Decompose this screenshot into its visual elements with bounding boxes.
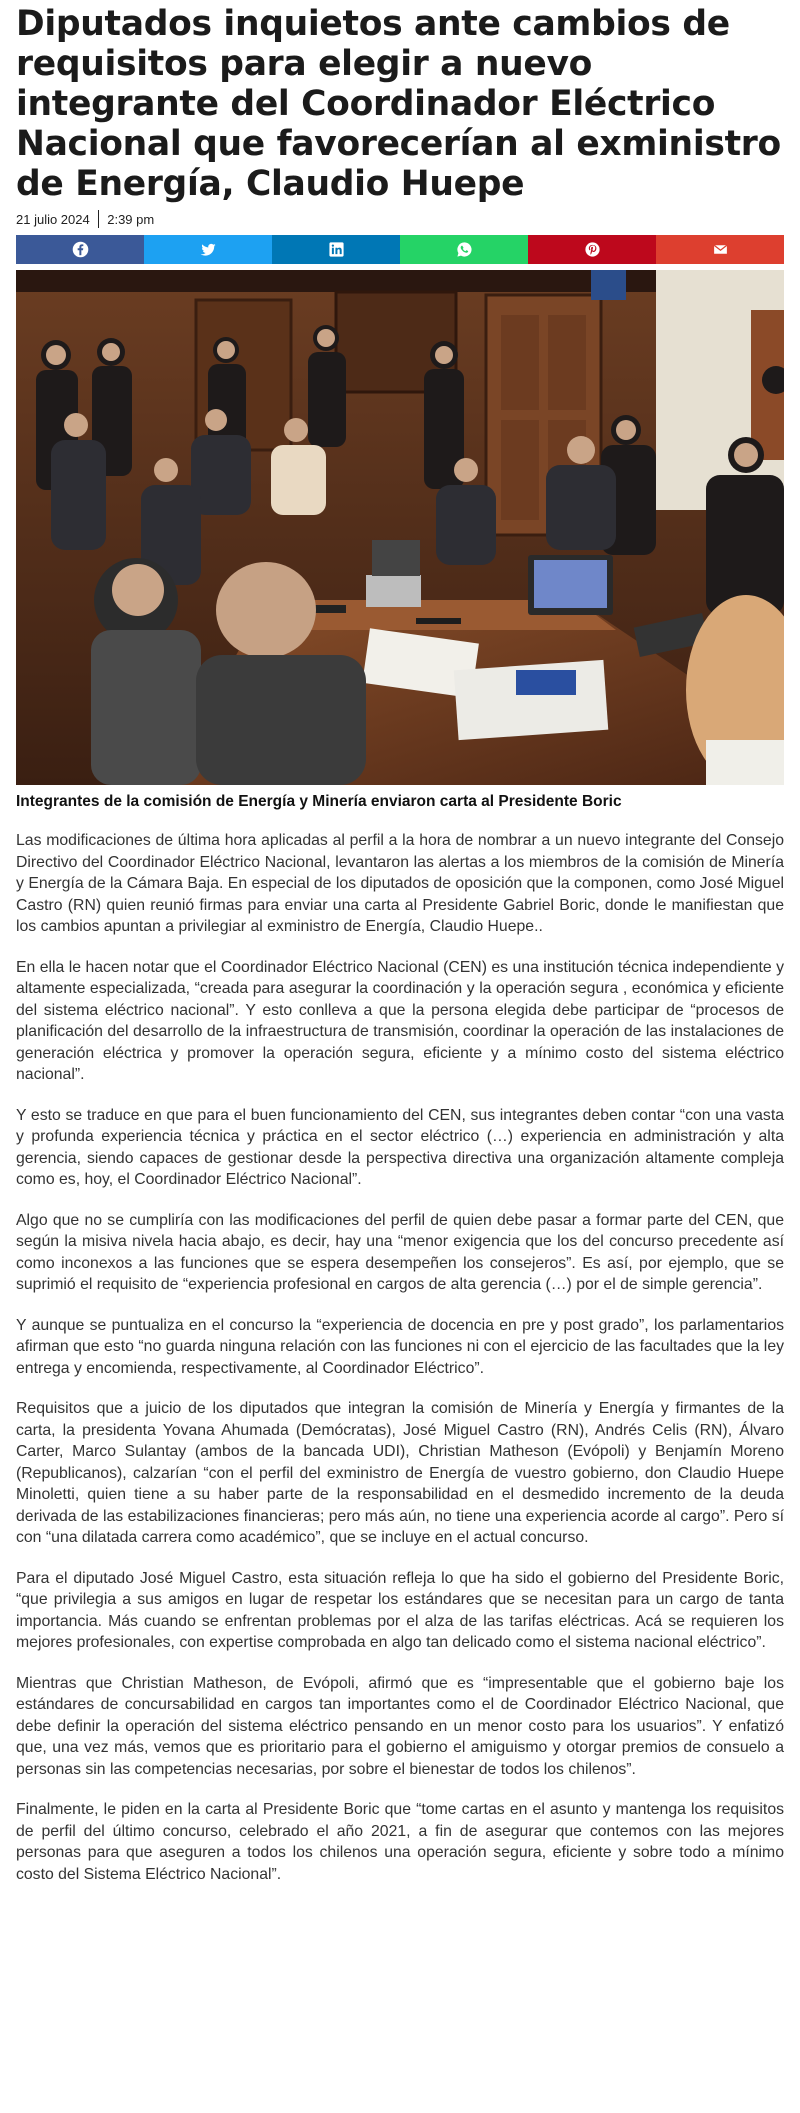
- pinterest-icon: [584, 241, 601, 258]
- paragraph: En ella le hacen notar que el Coordinador Eléctrico Nacional (CEN) es una institución técnica independiente y altamente especializada, “creada para asegurar la coordinación y la operación segura , económica y eficiente del sistema eléctrico nacional”. Y esto conlleva a que la persona elegida debe participar de “procesos de planificación del desarrollo de la infraestructura de transmisión, coordinar la operación de las instalaciones de generación eléctrica y promover la operación segura, eficiente y a mínimo costo del sistema eléctrico nacional”.: [16, 958, 784, 1083]
- paragraph: Y esto se traduce en que para el buen funcionamiento del CEN, sus integrantes deben contar “con una vasta y profunda experiencia técnica y práctica en el sector eléctrico (…) experiencia en administración y alta gerencia, siendo capaces de gestionar desde la perspectiva directiva una organización altamente compleja como es, hoy, el Coordinador Eléctrico Nacional”.: [16, 1106, 784, 1188]
- paragraph: Mientras que Christian Matheson, de Evópoli, afirmó que es “impresentable que el gobierno baje los estándares de concursabilidad en cargos tan importantes como el de Coordinador Eléctrico Nacional, que debe definir la operación del sistema eléctrico pensando en un menor costo para los usuarios”. Y enfatizó que, una vez más, vemos que es prioritario para el gobierno el amiguismo y otorgar premios de consuelo a personas sin las competencias necesarias, por sobre el bienestar de todos los chilenos”.: [16, 1674, 784, 1778]
- paragraph: Requisitos que a juicio de los diputados que integran la comisión de Minería y Energía y firmantes de la carta, la presidenta Yovana Ahumada (Demócratas), José Miguel Castro (RN), Andrés Celis (RN), Álvaro Carter, Marco Sulantay (ambos de la bancada UDI), Christian Matheson (Evópoli) y Benjamín Moreno (Republicanos), calzarían “con el perfil del exministro de Energía de vuestro gobierno, don Claudio Huepe Minoletti, quien tiene a su haber parte de la responsabilidad en el desmedido incremento de la deuda derivada de las estabilizaciones financieras; pero más aún, no tiene una experiencia acorde al cargo”. Pero sí con “una dilatada carrera como académico”, que se incluye en el actual concurso.: [16, 1400, 784, 1546]
- paragraph: Y aunque se puntualiza en el concurso la “experiencia de docencia en pre y post grado”, los parlamentarios afirman que esto “no guarda ninguna relación con las funciones ni con el ejercicio de las facultades que la ley entrega y encomienda, respectivamente, al Coordinador Eléctrico”.: [16, 1316, 784, 1377]
- share-facebook-button[interactable]: [16, 235, 144, 264]
- article: [16, 0, 784, 1885]
- whatsapp-icon: [456, 241, 473, 258]
- share-twitter-button[interactable]: [144, 235, 272, 264]
- article-photo: [16, 270, 784, 785]
- photo-caption: Integrantes de la comisión de Energía y Minería enviaron carta al Presidente Boric: [16, 793, 622, 810]
- twitter-icon: [200, 241, 217, 258]
- share-linkedin-button[interactable]: [272, 235, 400, 264]
- article-meta: [16, 210, 784, 228]
- share-email-button[interactable]: [656, 235, 784, 264]
- article-date: 21 julio 2024: [16, 211, 90, 227]
- article-title: Diputados inquietos ante cambios de requisitos para elegir a nuevo integrante del Coordinador Eléctrico Nacional que favorecerían al exministro de Energía, Claudio Huepe: [16, 4, 781, 204]
- committee-meeting-illustration: [16, 270, 784, 785]
- paragraph: Las modificaciones de última hora aplicadas al perfil a la hora de nombrar a un nuevo integrante del Consejo Directivo del Coordinador Eléctrico Nacional, levantaron las alertas a los miembros de la comisión de Minería y Energía de la Cámara Baja. En especial de los diputados de oposición que la componen, como José Miguel Castro (RN) quien reunió firmas para enviar una carta al Presidente Gabriel Boric, donde le manifiestan que los cambios apuntan a privilegiar al exministro de Energía, Claudio Huepe..: [16, 832, 784, 935]
- article-time: 2:39 pm: [107, 211, 155, 227]
- paragraph: Finalmente, le piden en la carta al Presidente Boric que “tome cartas en el asunto y mantenga los requisitos de perfil del último concurso, celebrado el año 2021, a fin de asegurar que contemos con las mejores personas para que aseguren a todos los chilenos una operación segura, eficiente y sobre todo a mínimo costo del Sistema Eléctrico Nacional”.: [16, 1801, 784, 1883]
- meta-divider: [98, 210, 100, 228]
- paragraph: Para el diputado José Miguel Castro, esta situación refleja lo que ha sido el gobierno del Presidente Boric, “que privilegia a sus amigos en lugar de respetar los estándares que se necesitan para un cargo de tanta importancia. Más cuando se enfrentan problemas por el alza de las tarifas eléctricas. Acá se requieren los mejores profesionales, con expertise comprobada en algo tan delicado como el sistema nacional eléctrico”.: [16, 1569, 784, 1651]
- article-body: [16, 830, 784, 1885]
- share-pinterest-button[interactable]: [528, 235, 656, 264]
- linkedin-icon: [328, 241, 345, 258]
- paragraph: Algo que no se cumpliría con las modificaciones del perfil de quien debe pasar a formar parte del CEN, que según la misiva nivela hacia abajo, es decir, hay una “menor exigencia que los del concurso precedente así como inconexos a las funciones que se espera desempeñen los consejeros”. Es así, por ejemplo, que se suprimió el requisito de “experiencia profesional en cargos de alta gerencia (…) por el de simple gerencia”.: [16, 1211, 784, 1293]
- email-icon: [712, 241, 729, 258]
- facebook-icon: [72, 241, 89, 258]
- share-whatsapp-button[interactable]: [400, 235, 528, 264]
- share-bar: [16, 235, 784, 264]
